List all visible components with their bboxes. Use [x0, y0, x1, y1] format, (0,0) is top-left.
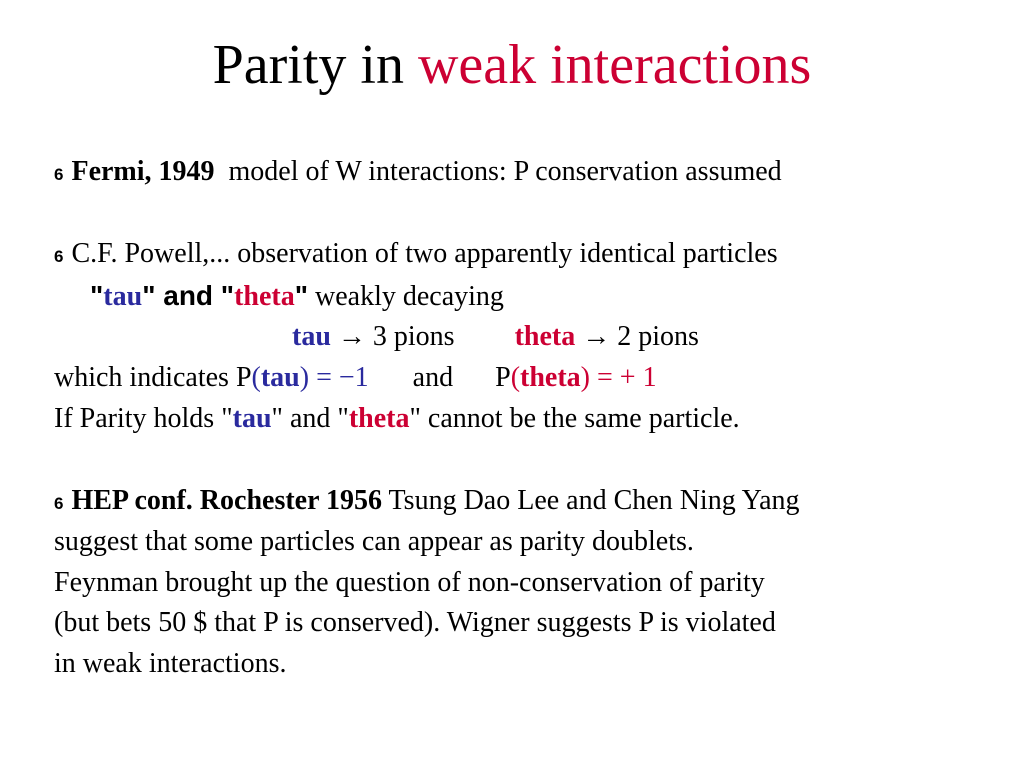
p-theta: theta [520, 362, 581, 393]
hep-line-4 [54, 606, 776, 640]
if-parity-line [54, 402, 740, 436]
if-pre: If Parity holds " [54, 403, 233, 434]
hep-line-2 [54, 525, 694, 559]
p-tau: tau [260, 362, 300, 393]
hep-line-1 [54, 484, 800, 521]
quote-close: " [294, 280, 309, 311]
decay-tau: tau [292, 321, 331, 352]
p-letter: P [495, 362, 511, 393]
hep-text-1: Tsung Dao Lee and Chen Ning Yang [382, 485, 800, 516]
bullet-icon: 6 [54, 165, 64, 184]
decay-line [292, 320, 699, 354]
powell-line-2 [90, 279, 504, 314]
if-mid: " and " [271, 403, 349, 434]
p-open-2: ( [510, 362, 521, 393]
decay-tau-rest: → 3 pions [330, 321, 455, 352]
p-tau-val: ) = −1 [299, 362, 369, 393]
if-post: " cannot be the same particle. [409, 403, 740, 434]
hep-line-3 [54, 566, 765, 600]
quote-and: " and " [142, 280, 235, 311]
decay-theta-rest: → 2 pions [575, 321, 699, 352]
if-theta: theta [348, 403, 410, 434]
hep-bold: HEP conf. Rochester 1956 [71, 485, 383, 516]
hep-line-5 [54, 647, 286, 681]
tau-label: tau [103, 281, 143, 312]
quote-open: " [90, 280, 104, 311]
decaying-text: weakly decaying [308, 281, 504, 312]
decay-theta: theta [514, 321, 576, 352]
powell-line-1 [54, 237, 778, 274]
theta-label: theta [234, 281, 295, 312]
title-part-black: Parity in [212, 34, 418, 96]
hep-text-3: Feynman brought up the question of non-conservation of parity [54, 567, 765, 598]
powell-text-1: C.F. Powell,... observation of two apparently identical particles [71, 238, 778, 269]
fermi-text: model of W interactions: P conservation assumed [214, 156, 782, 187]
bullet-icon: 6 [54, 247, 64, 266]
p-open-1: ( [251, 362, 261, 393]
hep-text-4: (but bets 50 $ that P is conserved). Wigner suggests P is violated [54, 607, 776, 638]
hep-text-2: suggest that some particles can appear as parity doublets. [54, 526, 694, 557]
fermi-bold: Fermi, 1949 [71, 156, 215, 187]
title-part-red: weak interactions [417, 34, 812, 96]
and-word: and [412, 362, 454, 393]
bullet-icon: 6 [54, 494, 64, 513]
parity-line [54, 361, 657, 395]
indicates-text: which indicates P [54, 362, 252, 393]
slide-title [0, 30, 1024, 100]
fermi-line [54, 155, 782, 192]
hep-text-5: in weak interactions. [54, 648, 287, 679]
if-tau: tau [232, 403, 272, 434]
p-theta-val: ) = + 1 [580, 362, 657, 393]
